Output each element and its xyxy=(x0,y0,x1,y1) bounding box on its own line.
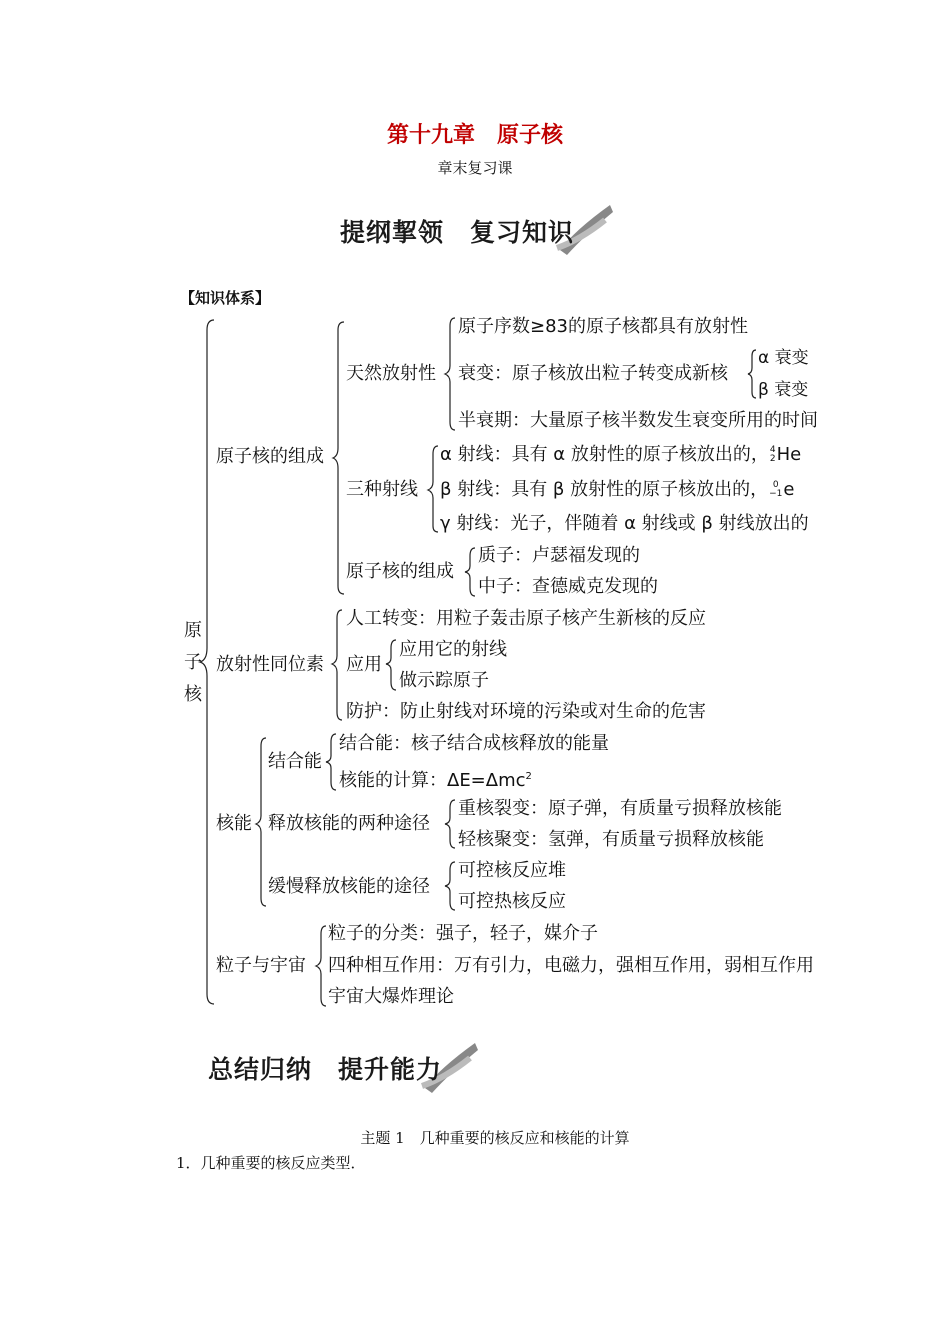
node-binding-energy: 结合能 xyxy=(268,751,322,772)
energy-calc-text: 核能的计算：ΔE=Δmc xyxy=(339,770,526,791)
leaf-beta-ray xyxy=(440,479,795,501)
root-char-1: 原 xyxy=(184,620,202,641)
alpha-symbol: He xyxy=(776,444,802,465)
leaf-fusion: 轻核聚变：氢弹，有质量亏损释放核能 xyxy=(458,829,764,850)
alpha-mass-number: 4 xyxy=(769,445,776,455)
branch-nuclear-energy: 核能 xyxy=(216,813,252,834)
leaf-energy-calc xyxy=(339,766,532,792)
banner-summary-ability: 总结归纳 提升能力 xyxy=(208,1055,443,1084)
leaf-thermonuclear: 可控热核反应 xyxy=(458,891,566,912)
banner-review-knowledge: 提纲挈领 复习知识 xyxy=(340,218,575,247)
leaf-fission: 重核裂变：原子弹，有质量亏损释放核能 xyxy=(458,798,782,819)
node-nucleus-composition: 原子核的组成 xyxy=(346,561,454,582)
section-label: 【知识体系】 xyxy=(180,289,271,307)
leaf-beta-decay: β 衰变 xyxy=(758,380,809,400)
page-subtitle: 章末复习课 xyxy=(437,159,513,177)
node-natural-radioactivity: 天然放射性 xyxy=(346,363,436,384)
energy-calc-exponent: 2 xyxy=(525,771,532,782)
leaf-protection: 防护：防止射线对环境的污染或对生命的危害 xyxy=(346,701,706,722)
leaf-neutron: 中子：查德威克发现的 xyxy=(478,576,658,597)
node-three-rays: 三种射线 xyxy=(346,479,418,500)
leaf-artificial-transmutation: 人工转变：用粒子轰击原子核产生新核的反应 xyxy=(346,608,706,629)
leaf-atomic-number: 原子序数≥83的原子核都具有放射性 xyxy=(458,316,748,337)
root-char-2: 子 xyxy=(184,652,202,673)
alpha-nuclide-numbers xyxy=(770,446,776,464)
leaf-big-bang: 宇宙大爆炸理论 xyxy=(328,986,454,1007)
beta-ray-text: β 射线：具有 β 放射性的原子核放出的， xyxy=(440,479,769,500)
leaf-reactor: 可控核反应堆 xyxy=(458,860,566,881)
leaf-alpha-ray xyxy=(440,444,801,466)
leaf-particle-classes: 粒子的分类：强子，轻子，媒介子 xyxy=(328,923,598,944)
branch-composition: 原子核的组成 xyxy=(216,446,324,467)
beta-symbol: e xyxy=(783,479,795,500)
leaf-gamma-ray: γ 射线：光子，伴随着 α 射线或 β 射线放出的 xyxy=(440,513,809,534)
beta-atomic-number: −1 xyxy=(769,489,783,499)
leaf-binding-def: 结合能：核子结合成核释放的能量 xyxy=(339,733,609,754)
beta-mass-number: 0 xyxy=(772,480,779,490)
node-release-ways: 释放核能的两种途径 xyxy=(268,813,430,834)
alpha-atomic-number: 2 xyxy=(769,454,776,464)
node-applications: 应用 xyxy=(346,654,382,675)
leaf-proton: 质子：卢瑟福发现的 xyxy=(478,545,640,566)
leaf-tracer: 做示踪原子 xyxy=(399,670,489,691)
chapter-title: 第十九章 原子核 xyxy=(386,122,563,148)
leaf-use-rays: 应用它的射线 xyxy=(399,639,507,660)
root-char-3: 核 xyxy=(184,684,202,705)
topic-heading: 主题 1 几种重要的核反应和核能的计算 xyxy=(360,1129,630,1147)
leaf-decay: 衰变：原子核放出粒子转变成新核 xyxy=(458,363,728,384)
paragraph-reaction-types: 1．几种重要的核反应类型． xyxy=(176,1154,366,1172)
node-slow-release: 缓慢释放核能的途径 xyxy=(268,876,430,897)
beta-nuclide-numbers xyxy=(769,481,782,499)
branch-isotope: 放射性同位素 xyxy=(216,654,324,675)
leaf-half-life: 半衰期：大量原子核半数发生衰变所用的时间 xyxy=(458,410,818,431)
leaf-four-interactions: 四种相互作用：万有引力，电磁力，强相互作用，弱相互作用 xyxy=(328,955,814,976)
alpha-ray-text: α 射线：具有 α 放射性的原子核放出的， xyxy=(440,444,769,465)
branch-particles-universe: 粒子与宇宙 xyxy=(216,955,306,976)
leaf-alpha-decay: α 衰变 xyxy=(758,348,809,368)
